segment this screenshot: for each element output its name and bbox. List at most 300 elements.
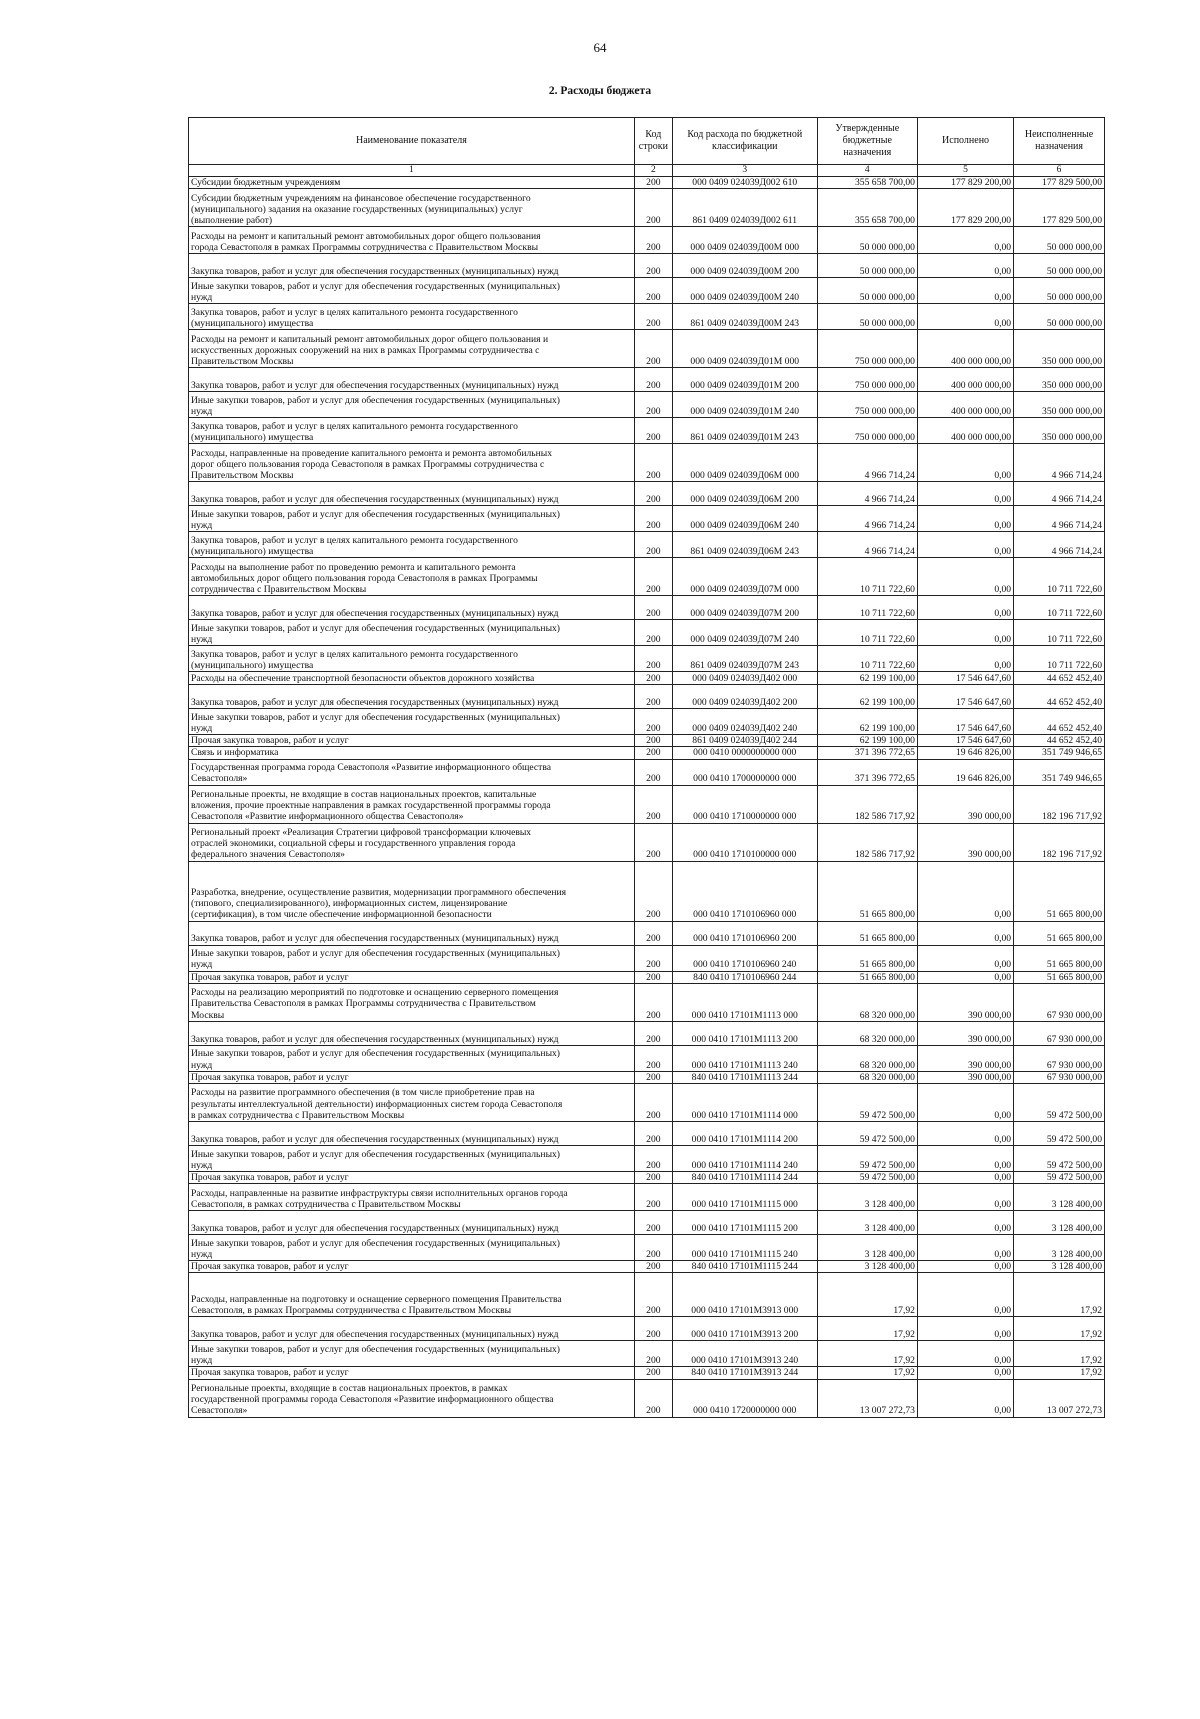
row-approved-cell: 50 000 000,00 bbox=[817, 227, 917, 254]
row-executed-cell: 0,00 bbox=[917, 1367, 1013, 1379]
table-row bbox=[189, 1172, 1105, 1184]
row-line-code-cell: 200 bbox=[634, 685, 672, 709]
row-classification-code-cell: 000 0410 0000000000 000 bbox=[672, 747, 817, 759]
row-executed-cell: 0,00 bbox=[917, 1146, 1013, 1172]
row-approved-cell: 371 396 772,65 bbox=[817, 747, 917, 759]
row-approved-cell: 17,92 bbox=[817, 1317, 917, 1341]
row-classification-code-cell: 840 0410 17101М1113 244 bbox=[672, 1071, 817, 1083]
row-line-code-cell: 200 bbox=[634, 672, 672, 685]
row-classification-code-cell: 000 0409 024039Д00М 240 bbox=[672, 278, 817, 304]
row-name-cell: Иные закупки товаров, работ и услуг для обеспечения государственных (муниципальных) нужд bbox=[189, 945, 635, 971]
row-unexecuted-cell: 59 472 500,00 bbox=[1014, 1172, 1105, 1184]
row-line-code-cell: 200 bbox=[634, 971, 672, 983]
table-row bbox=[189, 254, 1105, 278]
row-executed-cell: 17 546 647,60 bbox=[917, 672, 1013, 685]
row-approved-cell: 17,92 bbox=[817, 1367, 917, 1379]
row-name-cell: Региональные проекты, не входящие в состав национальных проектов, капитальные вложения, прочие проектные направления в рамках государственной программы города Севастополя «Развитие информационного общества Севастополя» bbox=[189, 785, 635, 823]
row-unexecuted-cell: 17,92 bbox=[1014, 1341, 1105, 1367]
row-executed-cell: 0,00 bbox=[917, 646, 1013, 672]
row-classification-code-cell: 000 0410 1720000000 000 bbox=[672, 1379, 817, 1417]
row-approved-cell: 68 320 000,00 bbox=[817, 983, 917, 1021]
row-name-cell: Иные закупки товаров, работ и услуг для обеспечения государственных (муниципальных) нужд bbox=[189, 1045, 635, 1071]
row-executed-cell: 0,00 bbox=[917, 304, 1013, 330]
header-line-code: Код строки bbox=[634, 118, 672, 165]
row-line-code-cell: 200 bbox=[634, 759, 672, 785]
row-line-code-cell: 200 bbox=[634, 620, 672, 646]
table-row bbox=[189, 177, 1105, 189]
table-row bbox=[189, 368, 1105, 392]
row-executed-cell: 0,00 bbox=[917, 1184, 1013, 1211]
row-line-code-cell: 200 bbox=[634, 596, 672, 620]
row-approved-cell: 10 711 722,60 bbox=[817, 596, 917, 620]
row-name-cell: Закупка товаров, работ и услуг для обеспечения государственных (муниципальных) нужд bbox=[189, 596, 635, 620]
row-name-cell: Субсидии бюджетным учреждениям на финансовое обеспечение государственного (муниципального) задания на оказание государственных (муниципальных) услуг (выполнение работ) bbox=[189, 189, 635, 227]
row-line-code-cell: 200 bbox=[634, 506, 672, 532]
row-unexecuted-cell: 3 128 400,00 bbox=[1014, 1184, 1105, 1211]
row-unexecuted-cell: 177 829 500,00 bbox=[1014, 189, 1105, 227]
row-classification-code-cell: 861 0409 024039Д07М 243 bbox=[672, 646, 817, 672]
row-approved-cell: 3 128 400,00 bbox=[817, 1261, 917, 1273]
table-row bbox=[189, 1045, 1105, 1071]
row-unexecuted-cell: 3 128 400,00 bbox=[1014, 1261, 1105, 1273]
row-name-cell: Расходы на реализацию мероприятий по подготовке и оснащению серверного помещения Правительства Севастополя в рамках Программы сотрудничества с Правительством Москвы bbox=[189, 983, 635, 1021]
table-row bbox=[189, 330, 1105, 368]
header-classification-code: Код расхода по бюджетной классификации bbox=[672, 118, 817, 165]
row-approved-cell: 59 472 500,00 bbox=[817, 1172, 917, 1184]
row-approved-cell: 355 658 700,00 bbox=[817, 177, 917, 189]
budget-expenses-table bbox=[188, 117, 1105, 1418]
row-name-cell: Прочая закупка товаров, работ и услуг bbox=[189, 1071, 635, 1083]
row-executed-cell: 0,00 bbox=[917, 1341, 1013, 1367]
row-classification-code-cell: 000 0409 024039Д01М 240 bbox=[672, 392, 817, 418]
table-row bbox=[189, 1317, 1105, 1341]
row-name-cell: Закупка товаров, работ и услуг для обеспечения государственных (муниципальных) нужд bbox=[189, 921, 635, 945]
row-unexecuted-cell: 351 749 946,65 bbox=[1014, 759, 1105, 785]
row-classification-code-cell: 000 0410 17101М3913 200 bbox=[672, 1317, 817, 1341]
table-row bbox=[189, 227, 1105, 254]
table-row bbox=[189, 558, 1105, 596]
row-classification-code-cell: 000 0409 024039Д06М 200 bbox=[672, 482, 817, 506]
row-line-code-cell: 200 bbox=[634, 304, 672, 330]
table-row bbox=[189, 823, 1105, 861]
row-executed-cell: 0,00 bbox=[917, 1122, 1013, 1146]
row-executed-cell: 0,00 bbox=[917, 1235, 1013, 1261]
row-name-cell: Прочая закупка товаров, работ и услуг bbox=[189, 735, 635, 747]
row-line-code-cell: 200 bbox=[634, 1172, 672, 1184]
row-approved-cell: 62 199 100,00 bbox=[817, 709, 917, 735]
row-executed-cell: 17 546 647,60 bbox=[917, 709, 1013, 735]
row-classification-code-cell: 000 0409 024039Д01М 200 bbox=[672, 368, 817, 392]
row-classification-code-cell: 000 0410 17101М1113 200 bbox=[672, 1021, 817, 1045]
row-unexecuted-cell: 51 665 800,00 bbox=[1014, 861, 1105, 921]
row-classification-code-cell: 000 0409 024039Д01М 000 bbox=[672, 330, 817, 368]
table-row bbox=[189, 646, 1105, 672]
row-name-cell: Закупка товаров, работ и услуг для обеспечения государственных (муниципальных) нужд bbox=[189, 685, 635, 709]
row-executed-cell: 177 829 200,00 bbox=[917, 189, 1013, 227]
row-unexecuted-cell: 67 930 000,00 bbox=[1014, 1021, 1105, 1045]
row-classification-code-cell: 840 0410 17101М1114 244 bbox=[672, 1172, 817, 1184]
table-row bbox=[189, 1146, 1105, 1172]
row-name-cell: Закупка товаров, работ и услуг для обеспечения государственных (муниципальных) нужд bbox=[189, 1021, 635, 1045]
row-name-cell: Региональные проекты, входящие в состав национальных проектов, в рамках государственной программы города Севастополя «Развитие информационного общества Севастополя» bbox=[189, 1379, 635, 1417]
row-line-code-cell: 200 bbox=[634, 1084, 672, 1122]
row-line-code-cell: 200 bbox=[634, 646, 672, 672]
table-row bbox=[189, 921, 1105, 945]
table-row bbox=[189, 685, 1105, 709]
row-line-code-cell: 200 bbox=[634, 1341, 672, 1367]
row-approved-cell: 59 472 500,00 bbox=[817, 1122, 917, 1146]
row-unexecuted-cell: 350 000 000,00 bbox=[1014, 392, 1105, 418]
row-approved-cell: 50 000 000,00 bbox=[817, 304, 917, 330]
row-line-code-cell: 200 bbox=[634, 1235, 672, 1261]
row-name-cell: Закупка товаров, работ и услуг для обеспечения государственных (муниципальных) нужд bbox=[189, 482, 635, 506]
row-approved-cell: 4 966 714,24 bbox=[817, 482, 917, 506]
row-line-code-cell: 200 bbox=[634, 392, 672, 418]
row-unexecuted-cell: 17,92 bbox=[1014, 1273, 1105, 1317]
row-classification-code-cell: 000 0409 024039Д07М 240 bbox=[672, 620, 817, 646]
row-unexecuted-cell: 351 749 946,65 bbox=[1014, 747, 1105, 759]
row-approved-cell: 59 472 500,00 bbox=[817, 1146, 917, 1172]
column-number: 1 bbox=[189, 165, 635, 177]
row-classification-code-cell: 000 0409 024039Д07М 000 bbox=[672, 558, 817, 596]
row-unexecuted-cell: 59 472 500,00 bbox=[1014, 1122, 1105, 1146]
row-classification-code-cell: 000 0410 17101М1115 200 bbox=[672, 1211, 817, 1235]
row-classification-code-cell: 840 0410 17101М1115 244 bbox=[672, 1261, 817, 1273]
table-row bbox=[189, 672, 1105, 685]
row-unexecuted-cell: 4 966 714,24 bbox=[1014, 444, 1105, 482]
table-row bbox=[189, 418, 1105, 444]
row-executed-cell: 0,00 bbox=[917, 1172, 1013, 1184]
table-row bbox=[189, 1235, 1105, 1261]
row-name-cell: Иные закупки товаров, работ и услуг для обеспечения государственных (муниципальных) нужд bbox=[189, 506, 635, 532]
row-approved-cell: 51 665 800,00 bbox=[817, 945, 917, 971]
row-classification-code-cell: 861 0409 024039Д01М 243 bbox=[672, 418, 817, 444]
row-name-cell: Иные закупки товаров, работ и услуг для обеспечения государственных (муниципальных) нужд bbox=[189, 392, 635, 418]
header-approved: Утвержденные бюджетные назначения bbox=[817, 118, 917, 165]
row-approved-cell: 13 007 272,73 bbox=[817, 1379, 917, 1417]
row-line-code-cell: 200 bbox=[634, 785, 672, 823]
row-approved-cell: 59 472 500,00 bbox=[817, 1084, 917, 1122]
row-name-cell: Связь и информатика bbox=[189, 747, 635, 759]
row-name-cell: Разработка, внедрение, осуществление развития, модернизации программного обеспечения (типового, специализированного), информационных систем, лицензирование (сертификация), в том числе обеспечение информационной безопасности bbox=[189, 861, 635, 921]
row-unexecuted-cell: 10 711 722,60 bbox=[1014, 596, 1105, 620]
row-approved-cell: 750 000 000,00 bbox=[817, 368, 917, 392]
row-line-code-cell: 200 bbox=[634, 735, 672, 747]
row-line-code-cell: 200 bbox=[634, 368, 672, 392]
row-approved-cell: 68 320 000,00 bbox=[817, 1045, 917, 1071]
row-classification-code-cell: 000 0409 024039Д06М 000 bbox=[672, 444, 817, 482]
table-row bbox=[189, 1021, 1105, 1045]
table-row bbox=[189, 1122, 1105, 1146]
row-classification-code-cell: 000 0410 17101М1114 240 bbox=[672, 1146, 817, 1172]
column-number: 5 bbox=[917, 165, 1013, 177]
row-executed-cell: 0,00 bbox=[917, 921, 1013, 945]
row-unexecuted-cell: 44 652 452,40 bbox=[1014, 672, 1105, 685]
row-executed-cell: 17 546 647,60 bbox=[917, 735, 1013, 747]
row-line-code-cell: 200 bbox=[634, 278, 672, 304]
row-classification-code-cell: 000 0410 17101М1113 240 bbox=[672, 1045, 817, 1071]
row-name-cell: Закупка товаров, работ и услуг в целях капитального ремонта государственного (муниципального) имущества bbox=[189, 646, 635, 672]
row-executed-cell: 0,00 bbox=[917, 444, 1013, 482]
row-approved-cell: 62 199 100,00 bbox=[817, 735, 917, 747]
row-classification-code-cell: 000 0409 024039Д00М 000 bbox=[672, 227, 817, 254]
table-row bbox=[189, 304, 1105, 330]
row-classification-code-cell: 861 0409 024039Д06М 243 bbox=[672, 532, 817, 558]
row-executed-cell: 390 000,00 bbox=[917, 785, 1013, 823]
row-approved-cell: 68 320 000,00 bbox=[817, 1021, 917, 1045]
row-name-cell: Иные закупки товаров, работ и услуг для обеспечения государственных (муниципальных) нужд bbox=[189, 620, 635, 646]
row-executed-cell: 17 546 647,60 bbox=[917, 685, 1013, 709]
table-row bbox=[189, 983, 1105, 1021]
row-approved-cell: 3 128 400,00 bbox=[817, 1211, 917, 1235]
row-name-cell: Закупка товаров, работ и услуг для обеспечения государственных (муниципальных) нужд bbox=[189, 368, 635, 392]
row-name-cell: Расходы, направленные на подготовку и оснащение серверного помещения Правительства Севастополя, в рамках Программы сотрудничества с Правительством Москвы bbox=[189, 1273, 635, 1317]
row-approved-cell: 182 586 717,92 bbox=[817, 823, 917, 861]
row-classification-code-cell: 861 0409 024039Д00М 243 bbox=[672, 304, 817, 330]
row-classification-code-cell: 000 0410 1700000000 000 bbox=[672, 759, 817, 785]
row-classification-code-cell: 000 0409 024039Д06М 240 bbox=[672, 506, 817, 532]
row-executed-cell: 0,00 bbox=[917, 227, 1013, 254]
header-unexecuted: Неисполненные назначения bbox=[1014, 118, 1105, 165]
row-approved-cell: 3 128 400,00 bbox=[817, 1235, 917, 1261]
row-unexecuted-cell: 44 652 452,40 bbox=[1014, 735, 1105, 747]
row-classification-code-cell: 000 0410 17101М1115 000 bbox=[672, 1184, 817, 1211]
row-name-cell: Иные закупки товаров, работ и услуг для обеспечения государственных (муниципальных) нужд bbox=[189, 278, 635, 304]
row-unexecuted-cell: 50 000 000,00 bbox=[1014, 304, 1105, 330]
row-executed-cell: 0,00 bbox=[917, 620, 1013, 646]
row-executed-cell: 0,00 bbox=[917, 506, 1013, 532]
row-unexecuted-cell: 13 007 272,73 bbox=[1014, 1379, 1105, 1417]
row-unexecuted-cell: 4 966 714,24 bbox=[1014, 506, 1105, 532]
row-line-code-cell: 200 bbox=[634, 189, 672, 227]
table-row bbox=[189, 189, 1105, 227]
row-classification-code-cell: 000 0410 1710000000 000 bbox=[672, 785, 817, 823]
table-row bbox=[189, 482, 1105, 506]
row-approved-cell: 10 711 722,60 bbox=[817, 646, 917, 672]
table-row bbox=[189, 971, 1105, 983]
row-executed-cell: 0,00 bbox=[917, 1084, 1013, 1122]
row-name-cell: Расходы на ремонт и капитальный ремонт автомобильных дорог общего пользования и искусственных дорожных сооружений на них в рамках Программы сотрудничества с Правительством Москвы bbox=[189, 330, 635, 368]
table-row bbox=[189, 620, 1105, 646]
row-unexecuted-cell: 177 829 500,00 bbox=[1014, 177, 1105, 189]
row-executed-cell: 0,00 bbox=[917, 532, 1013, 558]
row-name-cell: Закупка товаров, работ и услуг в целях капитального ремонта государственного (муниципального) имущества bbox=[189, 304, 635, 330]
row-executed-cell: 400 000 000,00 bbox=[917, 392, 1013, 418]
row-approved-cell: 68 320 000,00 bbox=[817, 1071, 917, 1083]
column-number: 2 bbox=[634, 165, 672, 177]
row-name-cell: Государственная программа города Севастополя «Развитие информационного общества Севастополя» bbox=[189, 759, 635, 785]
row-executed-cell: 19 646 826,00 bbox=[917, 759, 1013, 785]
row-executed-cell: 0,00 bbox=[917, 1261, 1013, 1273]
row-unexecuted-cell: 3 128 400,00 bbox=[1014, 1235, 1105, 1261]
row-classification-code-cell: 000 0410 17101М3913 240 bbox=[672, 1341, 817, 1367]
row-name-cell: Закупка товаров, работ и услуг для обеспечения государственных (муниципальных) нужд bbox=[189, 1122, 635, 1146]
row-executed-cell: 0,00 bbox=[917, 558, 1013, 596]
row-unexecuted-cell: 350 000 000,00 bbox=[1014, 368, 1105, 392]
row-line-code-cell: 200 bbox=[634, 558, 672, 596]
row-name-cell: Иные закупки товаров, работ и услуг для обеспечения государственных (муниципальных) нужд bbox=[189, 1146, 635, 1172]
row-executed-cell: 0,00 bbox=[917, 945, 1013, 971]
table-row bbox=[189, 392, 1105, 418]
row-name-cell: Прочая закупка товаров, работ и услуг bbox=[189, 1367, 635, 1379]
row-approved-cell: 62 199 100,00 bbox=[817, 685, 917, 709]
row-name-cell: Расходы, направленные на развитие инфраструктуры связи исполнительных органов города Севастополя, в рамках сотрудничества с Правительством Москвы bbox=[189, 1184, 635, 1211]
row-classification-code-cell: 000 0410 1710106960 200 bbox=[672, 921, 817, 945]
row-unexecuted-cell: 10 711 722,60 bbox=[1014, 558, 1105, 596]
row-unexecuted-cell: 44 652 452,40 bbox=[1014, 709, 1105, 735]
row-line-code-cell: 200 bbox=[634, 861, 672, 921]
row-line-code-cell: 200 bbox=[634, 823, 672, 861]
row-name-cell: Иные закупки товаров, работ и услуг для обеспечения государственных (муниципальных) нужд bbox=[189, 1235, 635, 1261]
table-row bbox=[189, 747, 1105, 759]
row-unexecuted-cell: 67 930 000,00 bbox=[1014, 1045, 1105, 1071]
table-row bbox=[189, 278, 1105, 304]
row-line-code-cell: 200 bbox=[634, 1379, 672, 1417]
row-classification-code-cell: 000 0409 024039Д402 200 bbox=[672, 685, 817, 709]
row-approved-cell: 51 665 800,00 bbox=[817, 861, 917, 921]
row-name-cell: Прочая закупка товаров, работ и услуг bbox=[189, 971, 635, 983]
column-number-row bbox=[189, 165, 1105, 177]
row-classification-code-cell: 840 0410 17101М3913 244 bbox=[672, 1367, 817, 1379]
row-executed-cell: 0,00 bbox=[917, 254, 1013, 278]
row-approved-cell: 3 128 400,00 bbox=[817, 1184, 917, 1211]
row-unexecuted-cell: 4 966 714,24 bbox=[1014, 482, 1105, 506]
row-line-code-cell: 200 bbox=[634, 983, 672, 1021]
row-name-cell: Закупка товаров, работ и услуг в целях капитального ремонта государственного (муниципального) имущества bbox=[189, 418, 635, 444]
row-classification-code-cell: 840 0410 1710106960 244 bbox=[672, 971, 817, 983]
table-row bbox=[189, 1261, 1105, 1273]
row-line-code-cell: 200 bbox=[634, 1317, 672, 1341]
row-line-code-cell: 200 bbox=[634, 1071, 672, 1083]
table-row bbox=[189, 1071, 1105, 1083]
row-classification-code-cell: 000 0409 024039Д07М 200 bbox=[672, 596, 817, 620]
row-name-cell: Закупка товаров, работ и услуг для обеспечения государственных (муниципальных) нужд bbox=[189, 254, 635, 278]
table-row bbox=[189, 1084, 1105, 1122]
row-unexecuted-cell: 182 196 717,92 bbox=[1014, 823, 1105, 861]
row-classification-code-cell: 000 0409 024039Д002 610 bbox=[672, 177, 817, 189]
row-unexecuted-cell: 50 000 000,00 bbox=[1014, 278, 1105, 304]
row-name-cell: Закупка товаров, работ и услуг для обеспечения государственных (муниципальных) нужд bbox=[189, 1211, 635, 1235]
row-line-code-cell: 200 bbox=[634, 1273, 672, 1317]
row-executed-cell: 390 000,00 bbox=[917, 1021, 1013, 1045]
column-number: 3 bbox=[672, 165, 817, 177]
row-line-code-cell: 200 bbox=[634, 747, 672, 759]
row-approved-cell: 4 966 714,24 bbox=[817, 506, 917, 532]
row-line-code-cell: 200 bbox=[634, 709, 672, 735]
row-unexecuted-cell: 50 000 000,00 bbox=[1014, 254, 1105, 278]
row-classification-code-cell: 000 0410 17101М1115 240 bbox=[672, 1235, 817, 1261]
row-approved-cell: 17,92 bbox=[817, 1273, 917, 1317]
row-executed-cell: 400 000 000,00 bbox=[917, 418, 1013, 444]
row-approved-cell: 355 658 700,00 bbox=[817, 189, 917, 227]
row-classification-code-cell: 000 0410 1710106960 240 bbox=[672, 945, 817, 971]
row-executed-cell: 390 000,00 bbox=[917, 823, 1013, 861]
row-unexecuted-cell: 51 665 800,00 bbox=[1014, 945, 1105, 971]
row-unexecuted-cell: 67 930 000,00 bbox=[1014, 1071, 1105, 1083]
row-name-cell: Расходы на обеспечение транспортной безопасности объектов дорожного хозяйства bbox=[189, 672, 635, 685]
row-unexecuted-cell: 44 652 452,40 bbox=[1014, 685, 1105, 709]
row-unexecuted-cell: 59 472 500,00 bbox=[1014, 1146, 1105, 1172]
header-name: Наименование показателя bbox=[189, 118, 635, 165]
table-row bbox=[189, 1367, 1105, 1379]
row-name-cell: Прочая закупка товаров, работ и услуг bbox=[189, 1261, 635, 1273]
table-row bbox=[189, 861, 1105, 921]
row-unexecuted-cell: 350 000 000,00 bbox=[1014, 330, 1105, 368]
row-classification-code-cell: 000 0409 024039Д402 240 bbox=[672, 709, 817, 735]
page-number: 64 bbox=[593, 40, 607, 55]
row-executed-cell: 0,00 bbox=[917, 971, 1013, 983]
row-line-code-cell: 200 bbox=[634, 1211, 672, 1235]
row-executed-cell: 0,00 bbox=[917, 1317, 1013, 1341]
row-name-cell: Региональный проект «Реализация Стратегии цифровой трансформации ключевых отраслей экономики, социальной сферы и государственного управления города федерального значения Севастополя» bbox=[189, 823, 635, 861]
row-approved-cell: 4 966 714,24 bbox=[817, 532, 917, 558]
row-line-code-cell: 200 bbox=[634, 532, 672, 558]
table-row bbox=[189, 1184, 1105, 1211]
row-classification-code-cell: 000 0409 024039Д402 000 bbox=[672, 672, 817, 685]
row-unexecuted-cell: 350 000 000,00 bbox=[1014, 418, 1105, 444]
row-name-cell: Расходы на развитие программного обеспечения (в том числе приобретение прав на результаты интеллектуальной деятельности) информационных систем города Севастополя в рамках сотрудничества с Правительством Москвы bbox=[189, 1084, 635, 1122]
row-name-cell: Расходы, направленные на проведение капитального ремонта и ремонта автомобильных дорог общего пользования города Севастополя в рамках Программы сотрудничества с Правительством Москвы bbox=[189, 444, 635, 482]
row-executed-cell: 400 000 000,00 bbox=[917, 368, 1013, 392]
table-body bbox=[189, 177, 1105, 1418]
row-classification-code-cell: 000 0410 17101М1114 200 bbox=[672, 1122, 817, 1146]
row-executed-cell: 0,00 bbox=[917, 861, 1013, 921]
row-unexecuted-cell: 4 966 714,24 bbox=[1014, 532, 1105, 558]
row-name-cell: Прочая закупка товаров, работ и услуг bbox=[189, 1172, 635, 1184]
row-name-cell: Расходы на выполнение работ по проведению ремонта и капитального ремонта автомобильных дорог общего пользования города Севастополя в рамках Программы сотрудничества с Правительством Москвы bbox=[189, 558, 635, 596]
row-classification-code-cell: 000 0410 17101М1114 000 bbox=[672, 1084, 817, 1122]
table-row bbox=[189, 759, 1105, 785]
row-approved-cell: 4 966 714,24 bbox=[817, 444, 917, 482]
row-line-code-cell: 200 bbox=[634, 1146, 672, 1172]
row-approved-cell: 750 000 000,00 bbox=[817, 418, 917, 444]
row-line-code-cell: 200 bbox=[634, 1122, 672, 1146]
column-number: 6 bbox=[1014, 165, 1105, 177]
row-unexecuted-cell: 17,92 bbox=[1014, 1317, 1105, 1341]
row-approved-cell: 62 199 100,00 bbox=[817, 672, 917, 685]
row-approved-cell: 50 000 000,00 bbox=[817, 254, 917, 278]
row-classification-code-cell: 000 0410 1710106960 000 bbox=[672, 861, 817, 921]
header-executed: Исполнено bbox=[917, 118, 1013, 165]
row-unexecuted-cell: 59 472 500,00 bbox=[1014, 1084, 1105, 1122]
table-row bbox=[189, 1273, 1105, 1317]
row-line-code-cell: 200 bbox=[634, 227, 672, 254]
table-row bbox=[189, 1211, 1105, 1235]
row-line-code-cell: 200 bbox=[634, 1261, 672, 1273]
table-row bbox=[189, 735, 1105, 747]
row-line-code-cell: 200 bbox=[634, 1021, 672, 1045]
row-classification-code-cell: 000 0410 1710100000 000 bbox=[672, 823, 817, 861]
row-executed-cell: 0,00 bbox=[917, 1273, 1013, 1317]
table-row bbox=[189, 945, 1105, 971]
table-row bbox=[189, 596, 1105, 620]
row-unexecuted-cell: 50 000 000,00 bbox=[1014, 227, 1105, 254]
row-unexecuted-cell: 182 196 717,92 bbox=[1014, 785, 1105, 823]
row-line-code-cell: 200 bbox=[634, 254, 672, 278]
table-row bbox=[189, 506, 1105, 532]
row-approved-cell: 17,92 bbox=[817, 1341, 917, 1367]
row-line-code-cell: 200 bbox=[634, 921, 672, 945]
row-line-code-cell: 200 bbox=[634, 418, 672, 444]
row-name-cell: Субсидии бюджетным учреждениям bbox=[189, 177, 635, 189]
row-line-code-cell: 200 bbox=[634, 444, 672, 482]
row-approved-cell: 50 000 000,00 bbox=[817, 278, 917, 304]
row-classification-code-cell: 861 0409 024039Д402 244 bbox=[672, 735, 817, 747]
row-executed-cell: 19 646 826,00 bbox=[917, 747, 1013, 759]
row-classification-code-cell: 000 0409 024039Д00М 200 bbox=[672, 254, 817, 278]
row-unexecuted-cell: 10 711 722,60 bbox=[1014, 646, 1105, 672]
row-executed-cell: 390 000,00 bbox=[917, 1071, 1013, 1083]
